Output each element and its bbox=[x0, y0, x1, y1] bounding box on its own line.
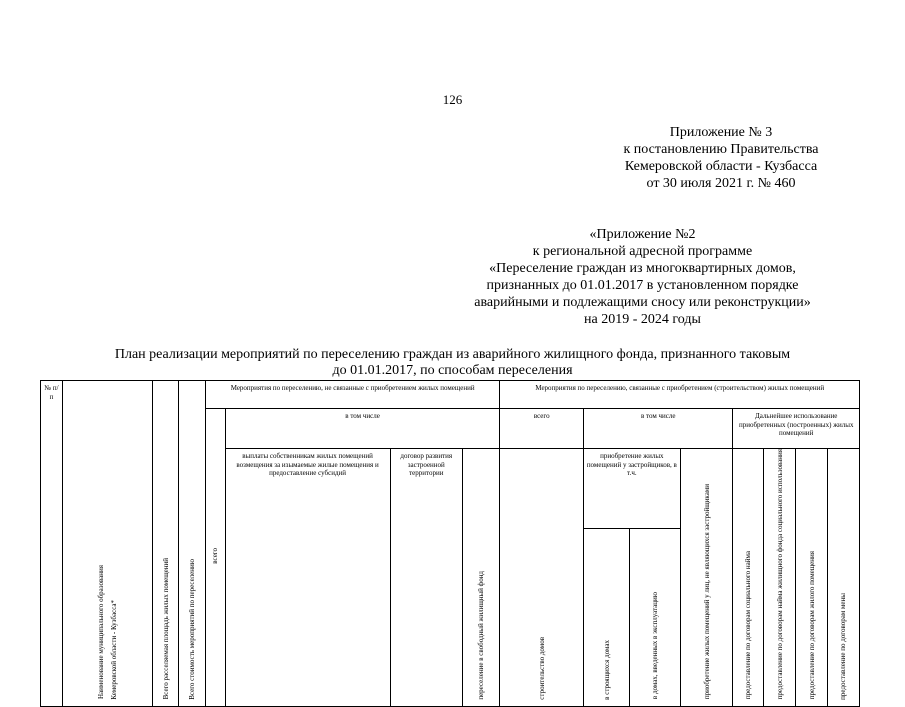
acq-nondev-label: приобретение жилых помещений у лиц, не являющихся застройщиками bbox=[702, 484, 711, 700]
resettlement-plan-table bbox=[40, 380, 860, 707]
use-mena-label: предоставление по договорам мены bbox=[839, 592, 848, 700]
acq-commissioned-header bbox=[630, 529, 681, 706]
use-commercial-header bbox=[764, 449, 796, 707]
not-acq-incl-header: в том числе bbox=[225, 409, 500, 449]
plan-title bbox=[40, 347, 865, 379]
col-area-label: Всего расселяемая площадь жилых помещений bbox=[161, 557, 170, 700]
col-municipality-header bbox=[62, 381, 152, 707]
plan-title-line-1: План реализации мероприятий по переселению граждан из аварийного жилищного фонда, признанного таковым bbox=[114, 347, 791, 362]
acq-incl-header: в том числе bbox=[583, 409, 732, 449]
use-social-label: предоставление по договорам социального найма bbox=[744, 551, 753, 700]
acq-nondev-header bbox=[680, 449, 733, 707]
appendix-3-header bbox=[596, 124, 846, 192]
use-commercial-label: предоставление по договорам найма жилищного фонда социального использования bbox=[775, 449, 784, 700]
col-number-header: № п/п bbox=[41, 381, 63, 707]
page-number: 126 bbox=[442, 92, 463, 107]
appendix-2-line-2: к региональной адресной программе bbox=[532, 244, 753, 259]
not-acq-total-label: всего bbox=[211, 548, 220, 565]
use-exchange-label: предоставление по договорам жилого помещения bbox=[807, 551, 816, 700]
appendix-3-line-2: к постановлению Правительства bbox=[623, 142, 819, 157]
not-acq-total-header bbox=[205, 409, 225, 707]
acq-total-header: всего bbox=[500, 409, 584, 449]
construction-header bbox=[500, 449, 584, 707]
resettle-free-label: переселение в свободный жилищный фонд bbox=[477, 570, 486, 700]
use-exchange-header bbox=[796, 449, 828, 707]
appendix-2-line-3: «Переселение граждан из многоквартирных домов, bbox=[489, 261, 796, 276]
appendix-3-line-4: от 30 июля 2021 г. № 460 bbox=[646, 176, 796, 191]
appendix-2-line-4: признанных до 01.01.2017 в установленном порядке bbox=[486, 278, 799, 293]
appendix-2-header bbox=[450, 226, 835, 328]
acq-developers-header: приобретение жилых помещений у застройщиков, в т.ч. bbox=[583, 449, 680, 529]
acq-building-label: в строящихся домах bbox=[602, 639, 611, 700]
appendix-2-line-1: «Приложение №2 bbox=[589, 227, 696, 242]
appendix-3-line-3: Кемеровской области - Кузбасса bbox=[624, 159, 818, 174]
payments-header: выплаты собственникам жилых помещений возмещения за изымаемые жилые помещения и предоставление субсидий bbox=[225, 449, 390, 707]
group-not-acquisition-header: Мероприятия по переселению, не связанные с приобретением жилых помещений bbox=[205, 381, 500, 409]
col-cost-header bbox=[179, 381, 205, 707]
resettle-free-header bbox=[463, 449, 500, 707]
col-area-header bbox=[153, 381, 179, 707]
appendix-3-line-1: Приложение № 3 bbox=[669, 125, 773, 140]
col-municipality-label: Наименование муниципального образования bbox=[96, 565, 105, 700]
acq-building-header bbox=[583, 529, 629, 706]
use-social-header bbox=[733, 449, 764, 707]
appendix-2-line-6: на 2019 - 2024 годы bbox=[584, 312, 701, 327]
further-use-header: Дальнейшее использование приобретенных (построенных) жилых помещений bbox=[733, 409, 860, 449]
acq-commissioned-label: в домах, введенных в эксплуатацию bbox=[650, 592, 659, 700]
col-region-label: Кемеровской области - Кузбасса* bbox=[110, 599, 119, 700]
group-acquisition-header: Мероприятия по переселению, связанные с приобретением (строительством) жилых помещений bbox=[500, 381, 860, 409]
use-mena-header bbox=[827, 449, 859, 707]
agreement-header: договор развития застроенной территории bbox=[390, 449, 463, 707]
col-cost-label: Всего стоимость мероприятий по переселению bbox=[188, 558, 197, 700]
construction-label: строительство домов bbox=[537, 636, 546, 700]
appendix-2-line-5: аварийными и подлежащими сносу или реконструкции» bbox=[474, 295, 811, 310]
plan-title-line-2: до 01.01.2017, по способам переселения bbox=[332, 363, 573, 378]
